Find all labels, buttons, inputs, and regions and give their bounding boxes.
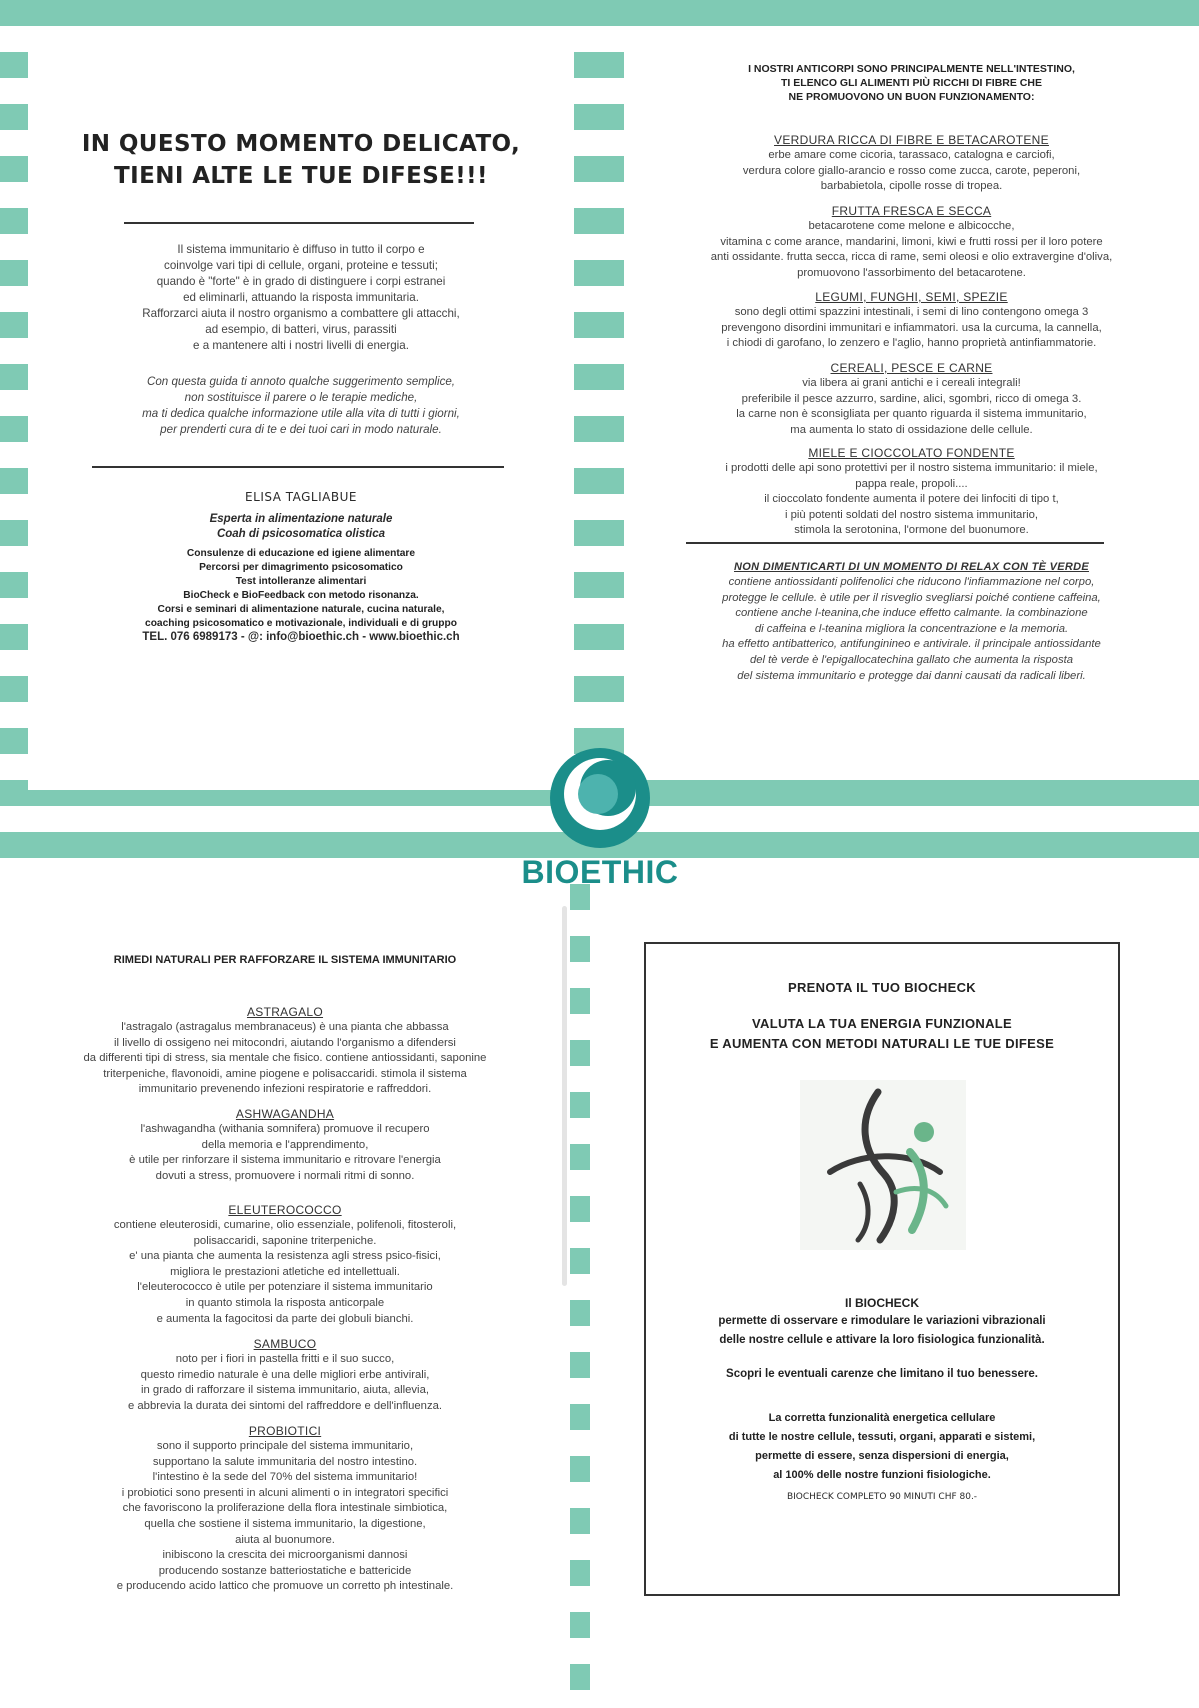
biocheck-label: Il BIOCHECK [844,1296,919,1310]
bioethic-logo [520,742,680,894]
logo-text: BIOETHIC [521,854,679,890]
section-text: contiene eleuterosidi, cumarine, olio essenziale, polifenoli, fitosteroli, polisaccaridi, saponine triterpeniche. e' una pianta che aumenta la resistenza agli stress psico-fisici, migliora le prestazioni atletiche ed intellettuali. l'eleuterococco è utile per potenziare il sistema immunitario in quanto stimola la risposta anticorpale e aumenta la fagocitosi da parte dei globuli bianchi. [113,1219,457,1325]
remedy-section [0,1004,570,1098]
food-section [624,289,1199,352]
remedies-title: RIMEDI NATURALI PER RAFFORZARE IL SISTEMA IMMUNITARIO [113,954,457,966]
section-heading: ELEUTEROCOCCO [228,1203,342,1217]
intro-page [28,28,574,790]
section-text: i prodotti delle api sono protettivi per il nostro sistema immunitario: il miele, pappa reale, propoli.... il cioccolato fondente aumenta il potere dei linfociti di tipo t, i più potenti soldati del nostro sistema immunitario, stimola la serotonina, l'ormone del buonumore. [725,462,1098,537]
author-name: ELISA TAGLIABUE [245,490,357,504]
remedy-section [0,1202,570,1327]
remedy-section [0,1106,570,1184]
divider [92,466,504,468]
remedy-section [0,1336,570,1414]
biocheck-text: permette di osservare e rimodulare le variazioni vibrazionali delle nostre cellule e attivare la loro fisiologica funzionalità. [718,1315,1046,1346]
relax-text: contiene antiossidanti polifenolici che riducono l'infiammazione nel corpo, protegge le cellule. è utile per il risveglio svegliarsi poiché contiene caffeina, contiene anche l-teanina,che induce effetto calmante. la combinazione di caffeina e l-teanina migliora la concentrazione e la memoria. ha effetto antibatterico, antifunginineo e antivirale. il principale antiossidante del tè verde è l'epigallocatechina gallato che aumenta la risposta del sistema immunitario e protegge dai danni causati da radicali liberi. [722,576,1101,682]
section-heading: ASHWAGANDHA [235,1107,335,1121]
section-heading: ASTRAGALO [246,1005,324,1019]
food-section [624,445,1199,539]
section-heading: SAMBUCO [253,1337,317,1351]
food-section [624,132,1199,195]
remedy-section [0,1423,570,1595]
intro-text: Il sistema immunitario è diffuso in tutto il corpo e coinvolge vari tipi di cellule, organi, proteine e tessuti; quando è "forte" è in grado di distinguere i corpi estranei ed eliminarli, attuando la risposta immunitaria. Rafforzarci aiuta il nostro organismo a combattere gli attacchi, ad esempio, di batteri, virus, parassiti e a mantenere alti i nostri livelli di energia. [142,243,460,352]
section-heading: PROBIOTICI [248,1424,322,1438]
section-text: l'ashwagandha (withania somnifera) promuove il recupero della memoria e l'apprendimento, è utile per rinforzare il sistema immunitario e ritrovare l'energia dovuti a stress, promuovere i normali ritmi di sonno. [129,1123,441,1182]
divider [686,542,1104,544]
page-headline: IN QUESTO MOMENTO DELICATO, TIENI ALTE LE TUE DIFESE!!! [81,131,521,189]
energy-text: La corretta funzionalità energetica cellulare di tutte le nostre cellule, tessuti, organi, apparati e sistemi, permette di essere, senza dispersioni di energia, al 100% delle nostre funzioni fisiologiche. [728,1412,1036,1481]
biocheck-title: PRENOTA IL TUO BIOCHECK [788,980,976,995]
logo-circle-icon [544,742,656,854]
food-title: I NOSTRI ANTICORPI SONO PRINCIPALMENTE NELL'INTESTINO, TI ELENCO GLI ALIMENTI PIÙ RICCHI DI FIBRE CHE NE PROMUOVONO UN BUON FUNZIONAMENTO: [748,63,1075,103]
section-heading: CEREALI, PESCE E CARNE [830,361,993,375]
relax-section [624,559,1199,684]
section-heading: LEGUMI, FUNGHI, SEMI, SPEZIE [815,290,1008,304]
food-section [624,203,1199,281]
section-heading: VERDURA RICCA DI FIBRE E BETACAROTENE [774,133,1049,147]
scrollbar[interactable] [562,906,567,1286]
food-page [624,38,1199,778]
contact-line: TEL. 076 6989173 - @: info@bioethic.ch - www.bioethic.ch [142,631,460,643]
divider [124,222,474,224]
section-text: noto per i fiori in pastella fritti e il suo succo, questo rimedio naturale è una delle migliori erbe antivirali, in grado di rafforzare il sistema immunitario, aiuta, allevia, e abbrevia la durata dei sintomi del raffreddore e dell'influenza. [127,1353,443,1412]
remedies-page [0,868,570,1690]
section-text: sono il supporto principale del sistema immunitario, supportano la salute immunitaria del nostro intestino. l'intestino è la sede del 70% del sistema immunitario! i probiotici sono presenti in alcuni alimenti o in integratori specifici che favoriscono la proliferazione della flora intestinale simbiotica, quella che sostiene il sistema immunitario, la digestione, aiuta al buonumore. inibiscono la crescita dei microorganismi dannosi producendo sostanze batteriostatiche e battericide e producendo acido lattico che promuove un corretto ph intestinale. [116,1440,454,1593]
guide-text: Con questa guida ti annoto qualche suggerimento semplice, non sostituisce il parere o le terapie mediche, ma ti dedica qualche informazione utile alla vita di tutti i giorni, per prenderti cura di te e dei tuoi cari in modo naturale. [142,375,460,436]
author-roles: Esperta in alimentazione naturale Coah di psicosomatica olistica [209,513,393,540]
section-text: sono degli ottimi spazzini intestinali, i semi di lino contengono omega 3 prevengono disordini immunitari e infiammatori. usa la curcuma, la cannella, i chiodi di garofano, lo zenzero e l'aglio, hanno proprietà antinfiammatorie. [721,306,1102,350]
biocheck-subtitle: VALUTA LA TUA ENERGIA FUNZIONALE E AUMENTA CON METODI NATURALI LE TUE DIFESE [709,1016,1055,1051]
relax-heading: NON DIMENTICARTI DI UN MOMENTO DI RELAX CON TÈ VERDE [734,561,1089,573]
biocheck-box [644,942,1120,1596]
section-text: l'astragalo (astragalus membranaceus) è una pianta che abbassa il livello di ossigeno nei mitocondri, aiutando l'organismo a difendersi da differenti tipi di stress, sia mentale che fisico. contiene antiossidanti, saponine triterpeniche, flavonoidi, amine piogene e polisaccaridi. stimola il sistema immunitario prevenendo infezioni respiratorie e raffreddori. [83,1021,487,1096]
section-text: erbe amare come cicoria, tarassaco, catalogna e carciofi, verdura colore giallo-arancio e rosso come zucca, carote, peperoni, barbabietola, cipolle rosse di tropea. [742,149,1081,193]
section-heading: MIELE E CIOCCOLATO FONDENTE [808,446,1015,460]
food-section [624,360,1199,438]
section-text: betacarotene come melone e albicocche, vitamina c come arance, mandarini, limoni, kiwi e frutti rossi per il loro potere anti ossidante. frutta secca, ricca di rame, semi oleosi e olio extravergine d'oliva, promuovono l'assorbimento del betacarotene. [710,220,1113,279]
price-text: BIOCHECK COMPLETO 90 MINUTI CHF 80.- [786,1492,978,1502]
section-text: via libera ai grani antichi e i cereali integrali! preferibile il pesce azzurro, sardine, alici, sgombri, ricco di omega 3. la carne non è sconsigliata per quanto riguarda il sistema immunitario, ma aumenta lo stato di ossidazione delle cellule. [736,377,1087,436]
services-list: Consulenze di educazione ed igiene alimentare Percorsi per dimagrimento psicosomatico Test intolleranze alimentari BioCheck e BioFeedback con metodo risonanza. Corsi e seminari di alimentazione naturale, cucina naturale, coaching psicosomatico e motivazionale, individuali e di gruppo [145,548,457,629]
section-heading: FRUTTA FRESCA E SECCA [831,204,992,218]
biocheck-page [590,868,1199,1690]
dancer-figure-icon [800,1080,966,1250]
discover-text: Scopri le eventuali carenze che limitano il tuo benessere. [726,1368,1038,1380]
